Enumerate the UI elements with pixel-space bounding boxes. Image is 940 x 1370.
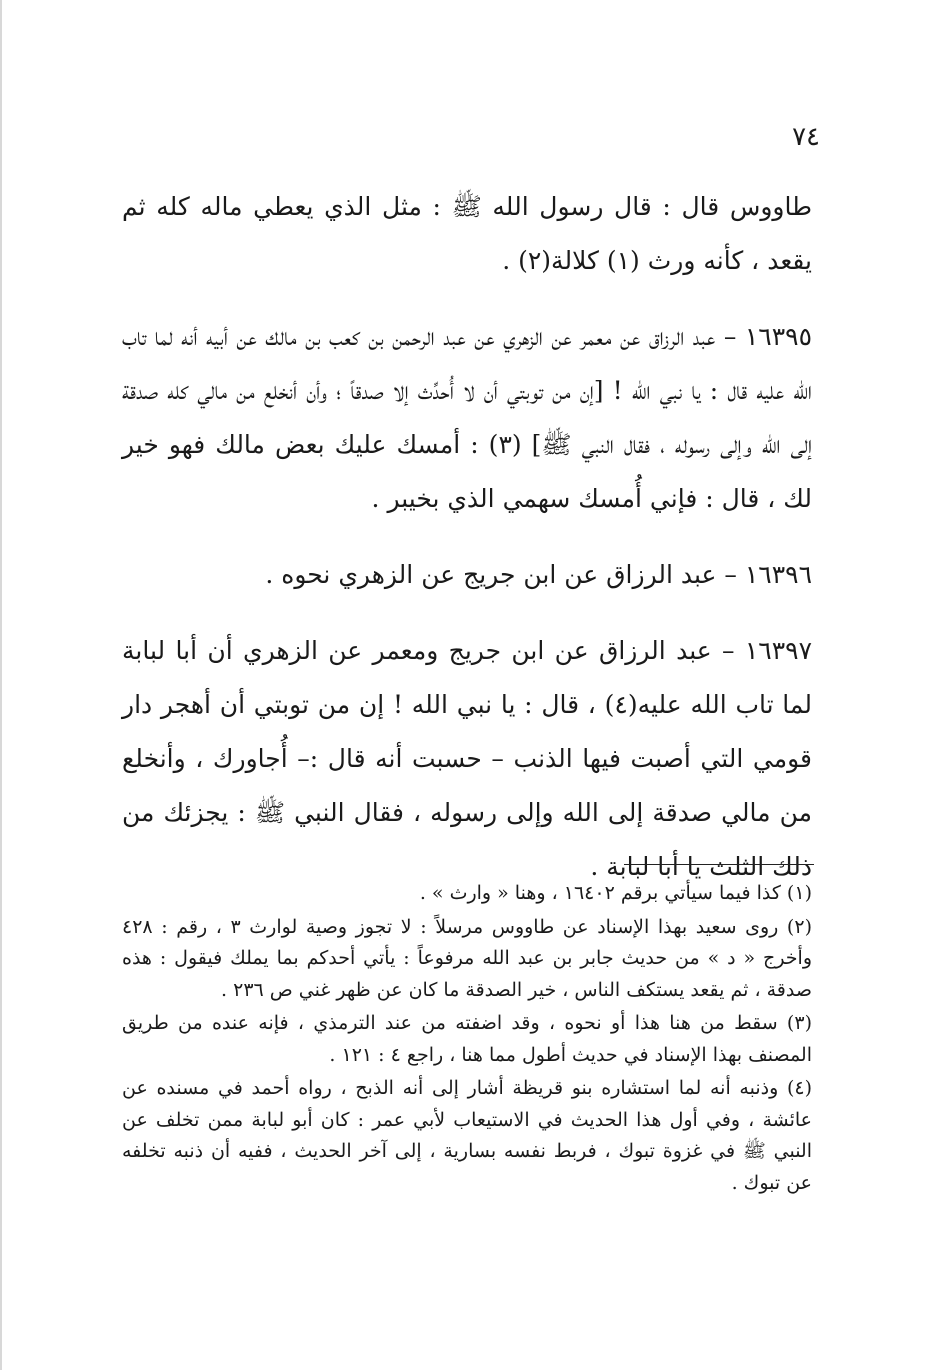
footnotes <box>122 878 812 1199</box>
paragraph-16395: ١٦٣٩٥ – عبد الرزاق عن معمر عن الزهري عن عبد الرحمن بن كعب بن مالك عن أبيه أنه لما تاب الله عليه قال : يا نبي الله ! [إن من توبتي أن لا أُحدِّث إلا صدقاً ؛ وأن أنخلع من مالي كله صدقة إلى الله وإلى رسوله ، فقال النبي ﷺ] (٣) : أمسك عليك بعض مالك فهو خير لك ، قال : فإني أُمسك سهمي الذي بخيبر . <box>122 322 812 513</box>
footnote-divider <box>624 864 814 865</box>
footnote-3: (٣) سقط من هنا هذا أو نحوه ، وقد اضفته من عند الترمذي ، فإنه عنده من طريق المصنف بهذا الإسناد في حديث أطول مما هنا ، راجع ٤ : ١٢١ . <box>122 1012 812 1066</box>
paragraph-16397: ١٦٣٩٧ – عبد الرزاق عن ابن جريج ومعمر عن الزهري أن أبا لبابة لما تاب الله عليه(٤) ، قال : يا نبي الله ! إن من توبتي أن أهجر دار قومي التي أصبت فيها الذنب – حسبت أنه قال :– أُجاورك ، وأنخلع من مالي صدقة إلى الله وإلى رسوله ، فقال النبي ﷺ : يجزئك من ذلك الثلث يا أبا لبابة . <box>122 636 812 881</box>
scan-edge <box>0 0 2 1370</box>
footnote-4: (٤) وذنبه أنه لما استشاره بنو قريظة أشار إلى أنه الذبح ، رواه أحمد في مسنده عن عائشة ، وفي أول هذا الحديث في الاستيعاب لأبي عمر : كان أبو لبابة ممن تخلف عن النبي ﷺ في غزوة تبوك ، فربط نفسه بسارية ، إلى آخر الحديث ، ففيه أن ذنبه تخلفه عن تبوك . <box>122 1077 812 1194</box>
paragraph-tawus: طاووس قال : قال رسول الله ﷺ : مثل الذي يعطي ماله كله ثم يقعد ، كأنه ورث (١) كلالة(٢) . <box>122 192 812 275</box>
footnote-1: (١) كذا فيما سيأتي برقم ١٦٤٠٢ ، وهنا « وارث » . <box>419 882 812 904</box>
paragraph-16396: ١٦٣٩٦ – عبد الرزاق عن ابن جريج عن الزهري نحوه . <box>265 560 812 589</box>
main-text <box>122 180 812 894</box>
footnote-2: (٢) روى سعيد بهذا الإسناد عن طاووس مرسلاً : لا تجوز وصية لوارث ٣ ، رقم : ٤٢٨ وأخرج « د » من حديث جابر بن عبد الله مرفوعاً : يأتي أحدكم بما يملك فيقول : هذه صدقة ، ثم يقعد يستكف الناس ، خير الصدقة ما كان عن ظهر غني ص ٢٣٦ . <box>122 915 812 1001</box>
page-number: ٧٤ <box>792 122 820 152</box>
